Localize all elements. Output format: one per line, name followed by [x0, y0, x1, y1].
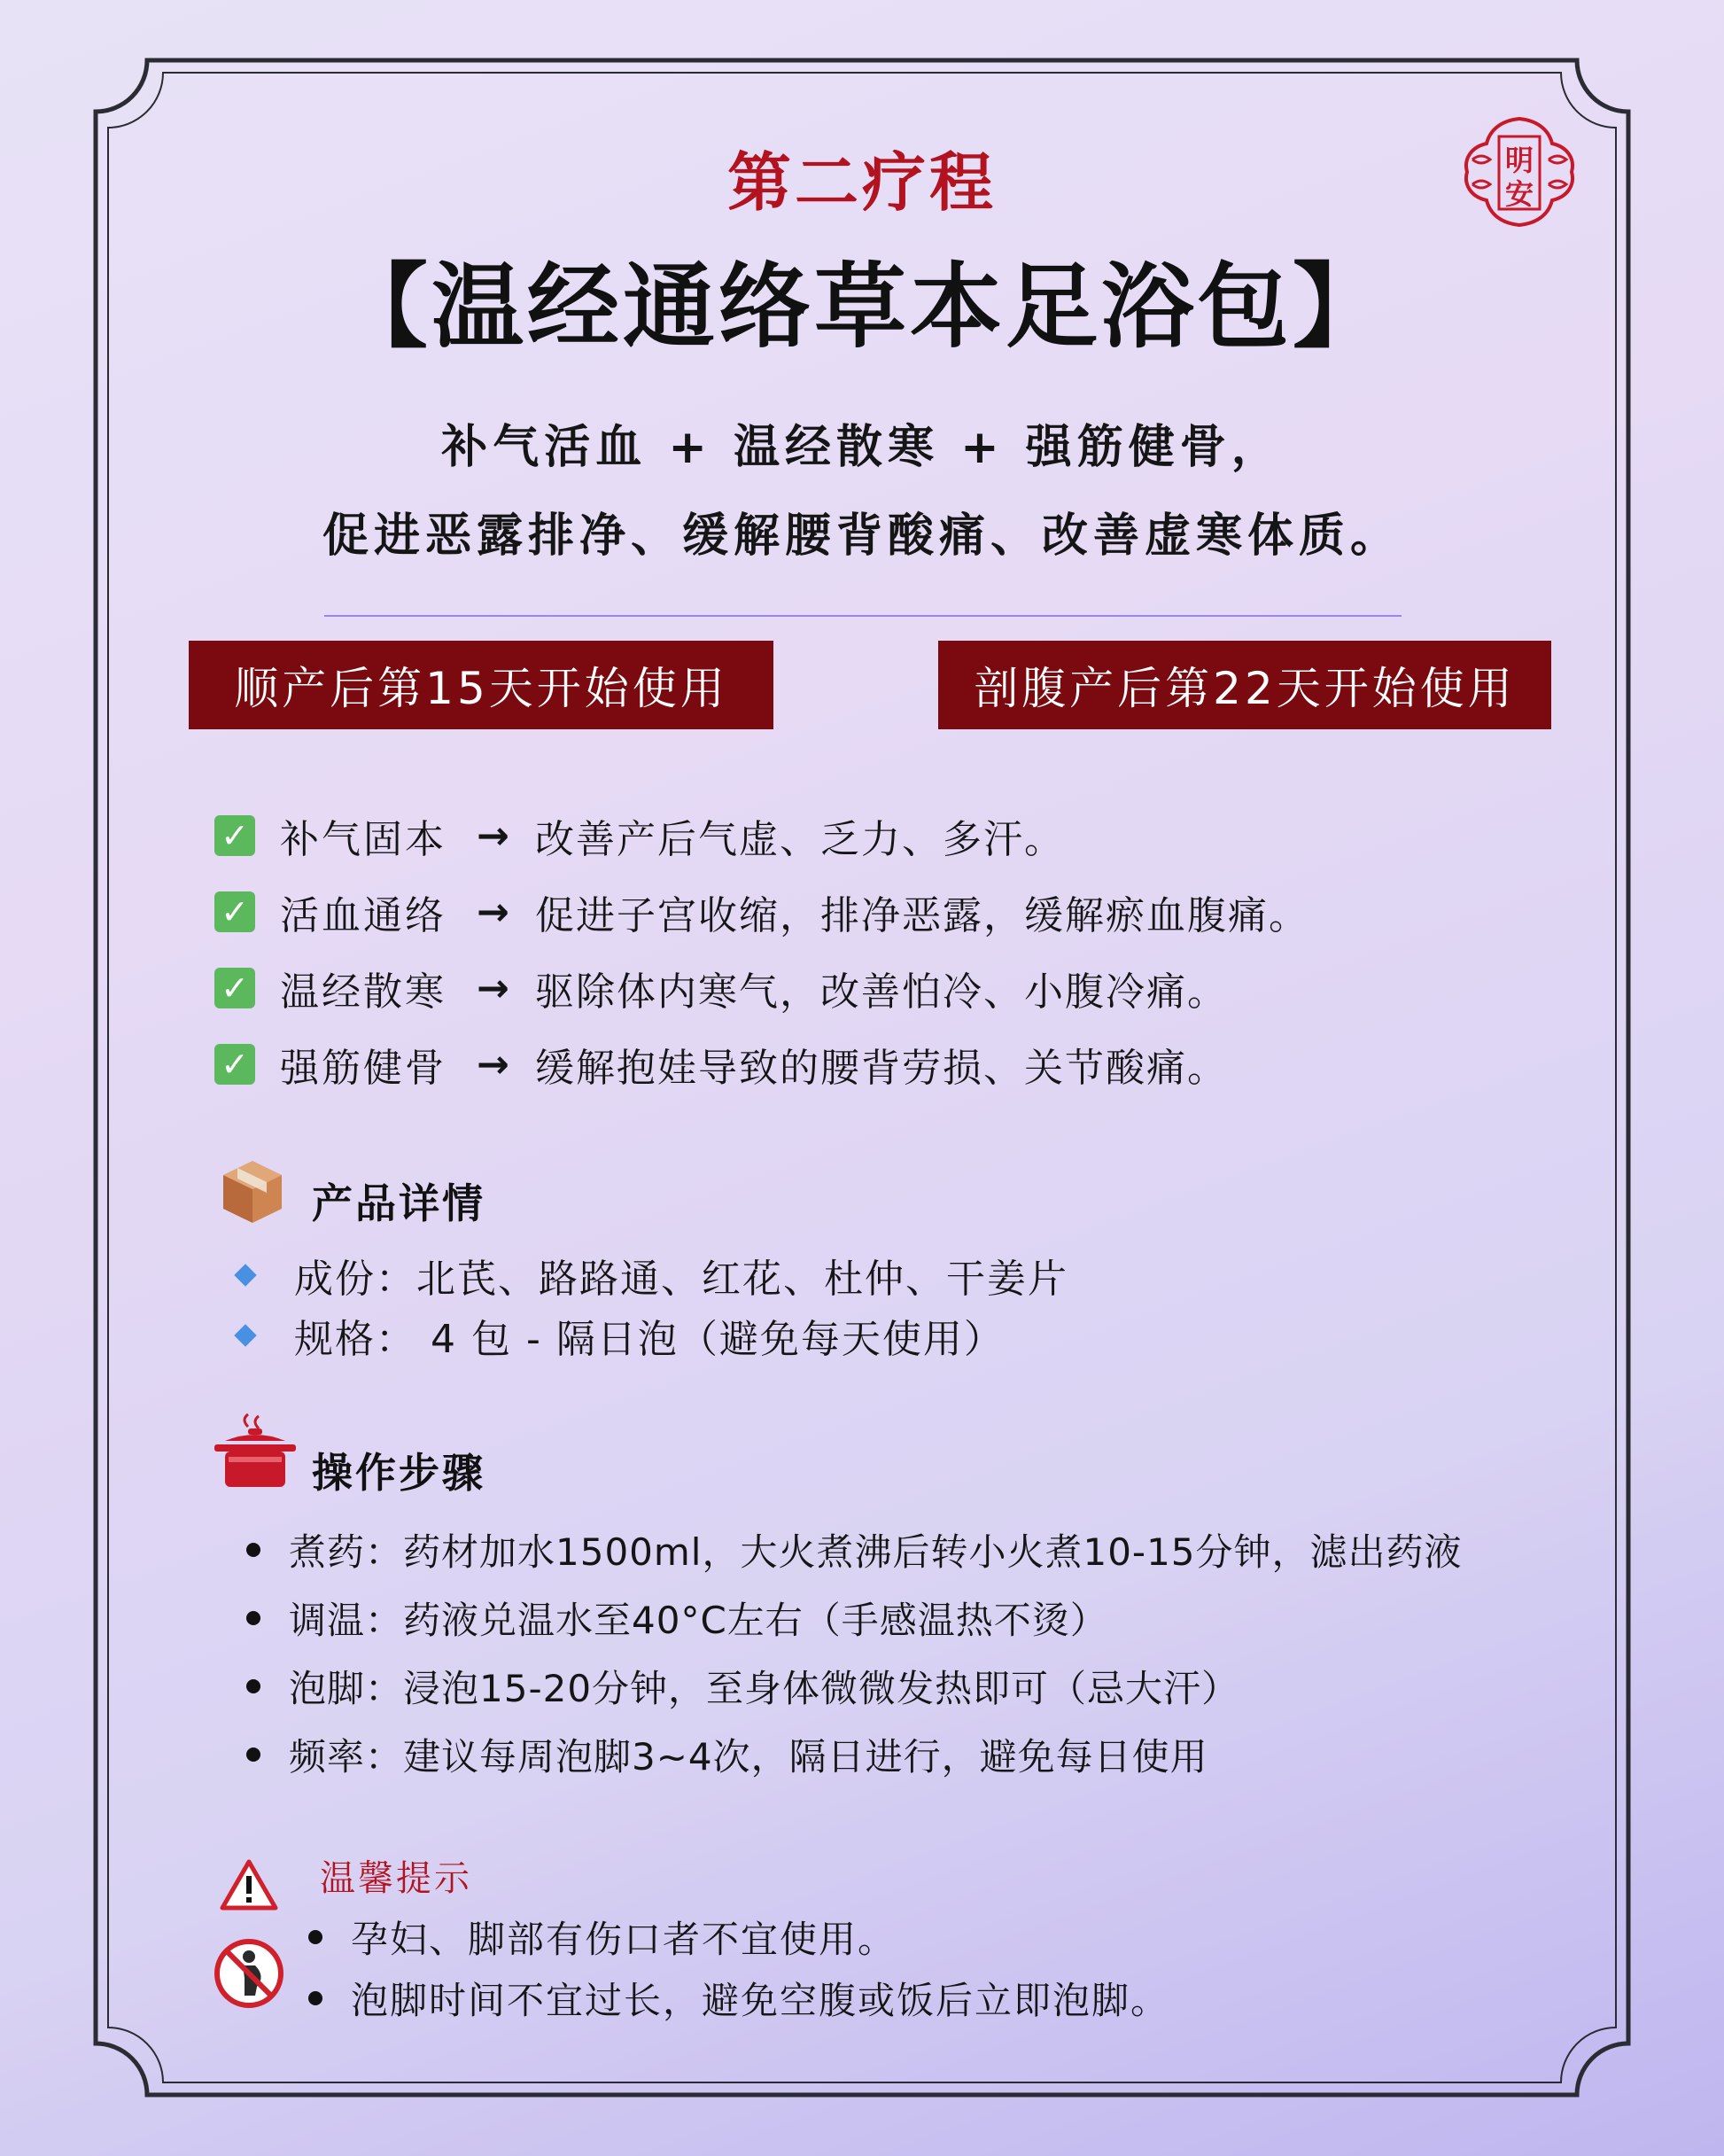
arrow-icon: → [477, 889, 509, 935]
detail-item [237, 1307, 1005, 1364]
check-icon: ✓ [214, 968, 255, 1008]
detail-item [237, 1247, 1068, 1304]
tips-title: 温馨提示 [320, 1858, 472, 1899]
check-icon: ✓ [214, 891, 255, 932]
benefit-item [214, 1038, 1228, 1091]
step-item [246, 1523, 1463, 1576]
arrow-icon: → [477, 1041, 509, 1087]
bullet-icon [246, 1611, 260, 1625]
tip-item [308, 1972, 1169, 2025]
bullet-icon [246, 1543, 260, 1557]
benefit-desc: 改善产后气虚、乏力、多汗。 [535, 817, 1065, 862]
step-text: 泡脚：浸泡15-20分钟，至身体微微发热即可（忌大汗） [289, 1667, 1240, 1710]
product-title: 【温经通络草本足浴包】 [335, 253, 1388, 361]
no-pregnant-icon [213, 1937, 285, 2010]
step-text: 调温：药液兑温水至40°C左右（手感温热不烫） [289, 1599, 1108, 1642]
course-title: 第二疗程 [726, 145, 997, 220]
benefit-name: 强筋健骨 [280, 1046, 447, 1091]
benefit-item [214, 885, 1309, 938]
cesarean-badge: 剖腹产后第22天开始使用 [938, 641, 1551, 729]
arrow-icon: → [477, 813, 509, 859]
intro-line-2: 促进恶露排净、缓解腰背酸痛、改善虚寒体质。 [322, 510, 1402, 563]
benefit-desc: 缓解抱娃导致的腰背劳损、关节酸痛。 [535, 1046, 1228, 1091]
step-item [246, 1592, 1108, 1645]
package-icon [220, 1157, 285, 1226]
detail-text: 规格： 4 包 - 隔日泡（避免每天使用） [294, 1317, 1005, 1362]
natural-birth-badge: 顺产后第15天开始使用 [189, 641, 773, 729]
diamond-bullet-icon [234, 1324, 256, 1346]
benefit-name: 活血通络 [280, 893, 447, 938]
divider [324, 615, 1402, 617]
intro-line-1: 补气活血 + 温经散寒 + 强筋健骨， [441, 421, 1283, 474]
benefit-desc: 促进子宫收缩，排净恶露，缓解瘀血腹痛。 [535, 893, 1309, 938]
benefit-desc: 驱除体内寒气，改善怕冷、小腹冷痛。 [535, 969, 1228, 1015]
cooking-pot-icon [213, 1409, 298, 1491]
tip-item [308, 1911, 897, 1964]
check-icon: ✓ [214, 1044, 255, 1085]
tip-text: 孕妇、脚部有伤口者不宜使用。 [351, 1918, 897, 1961]
bullet-icon [246, 1747, 260, 1762]
arrow-icon: → [477, 965, 509, 1011]
step-text: 频率：建议每周泡脚3~4次，隔日进行，避免每日使用 [289, 1735, 1208, 1779]
steps-title: 操作步骤 [312, 1449, 485, 1497]
tip-text: 泡脚时间不宜过长，避免空腹或饭后立即泡脚。 [351, 1979, 1170, 2022]
logo-char-2: 安 [1504, 177, 1534, 211]
check-icon: ✓ [214, 815, 255, 856]
warning-icon [220, 1858, 278, 1911]
diamond-bullet-icon [234, 1264, 256, 1286]
bullet-icon [308, 1930, 322, 1944]
logo-char-1: 明 [1504, 144, 1534, 177]
product-details-title: 产品详情 [312, 1179, 485, 1227]
bullet-icon [246, 1679, 260, 1693]
benefit-name: 温经散寒 [280, 969, 447, 1015]
detail-text: 成份：北芪、路路通、红花、杜仲、干姜片 [294, 1257, 1068, 1302]
benefit-item [214, 961, 1228, 1015]
bullet-icon [308, 1991, 322, 2005]
step-item [246, 1660, 1239, 1713]
step-text: 煮药：药材加水1500ml，大火煮沸后转小火煮10-15分钟，滤出药液 [289, 1530, 1463, 1574]
benefit-item [214, 809, 1065, 862]
step-item [246, 1728, 1208, 1781]
benefit-name: 补气固本 [280, 817, 447, 862]
